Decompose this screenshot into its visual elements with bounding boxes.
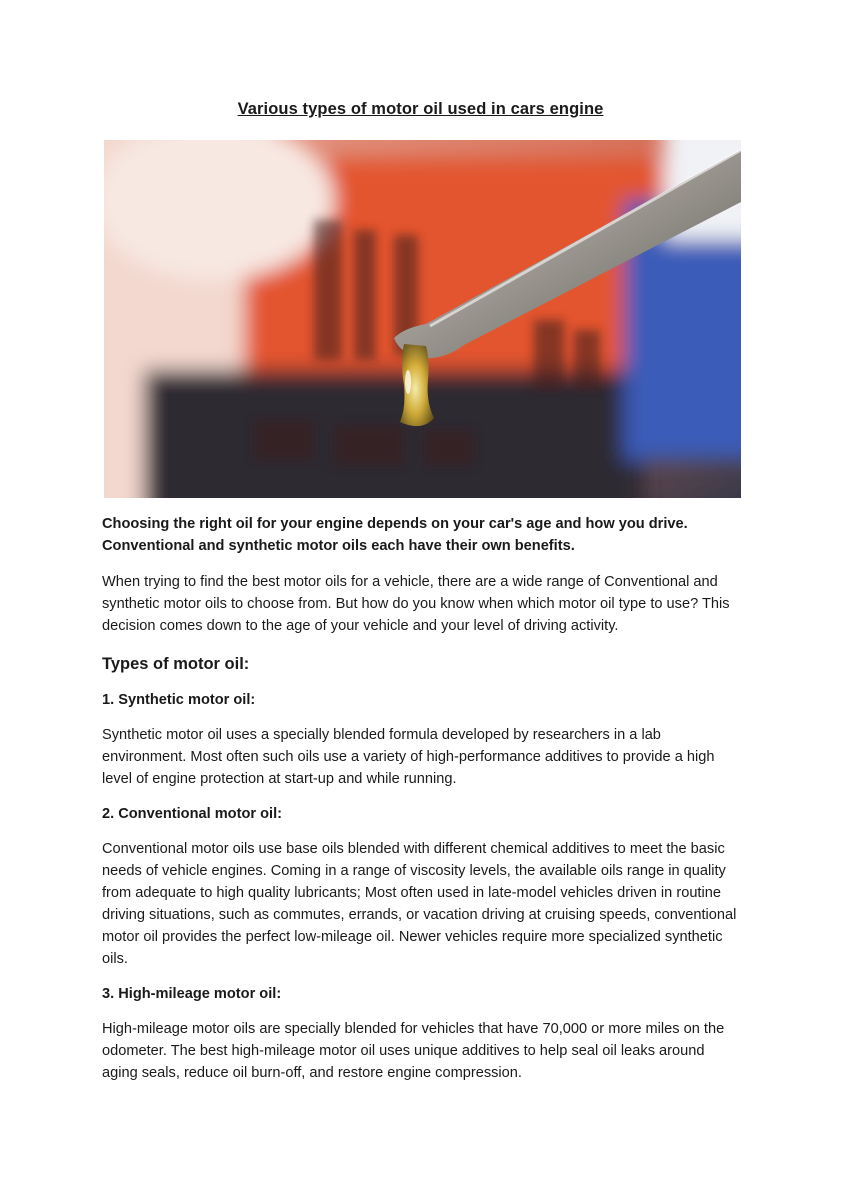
intro-bold-paragraph: Choosing the right oil for your engine depends on your car's age and how you drive. Conventional and synthetic motor oils each have their own benefits. [102,516,688,554]
intro-paragraph: When trying to find the best motor oils for a vehicle, there are a wide range of Conventional and synthetic motor oils to choose from. But how do you know when which motor oil type to use? This decision comes down to the age of your vehicle and your level of driving activity. [102,574,730,634]
types-heading: Types of motor oil: [102,655,250,673]
section-text-synthetic: Synthetic motor oil uses a specially blended formula developed by researchers in a lab environment. Most often such oils use a variety of high-performance additives to provide a high level of engine protection at start-up and while running. [102,727,715,787]
article-body [102,513,742,1084]
section-text-high-mileage: High-mileage motor oils are specially blended for vehicles that have 70,000 or more miles on the odometer. The best high-mileage motor oil uses unique additives to help seal oil leaks around aging seals, reduce oil burn-off, and restore engine compression. [102,1021,725,1081]
section-heading-synthetic: 1. Synthetic motor oil: [102,692,256,708]
section-heading-conventional: 2. Conventional motor oil: [102,806,282,822]
section-heading-high-mileage: 3. High-mileage motor oil: [102,986,282,1002]
section-text-conventional: Conventional motor oils use base oils blended with different chemical additives to meet the basic needs of vehicle engines. Coming in a range of viscosity levels, the available oils range in quality from adequate to high quality lubricants; Most often used in late-model vehicles driven in routine driving situations, such as commutes, errands, or vacation driving at cruising speeds, conventional motor oil provides the perfect low-mileage oil. Newer vehicles require more specialized synthetic oils. [102,841,737,967]
oil-drop-photo [104,140,741,498]
document-title: Various types of motor oil used in cars engine [237,100,604,118]
